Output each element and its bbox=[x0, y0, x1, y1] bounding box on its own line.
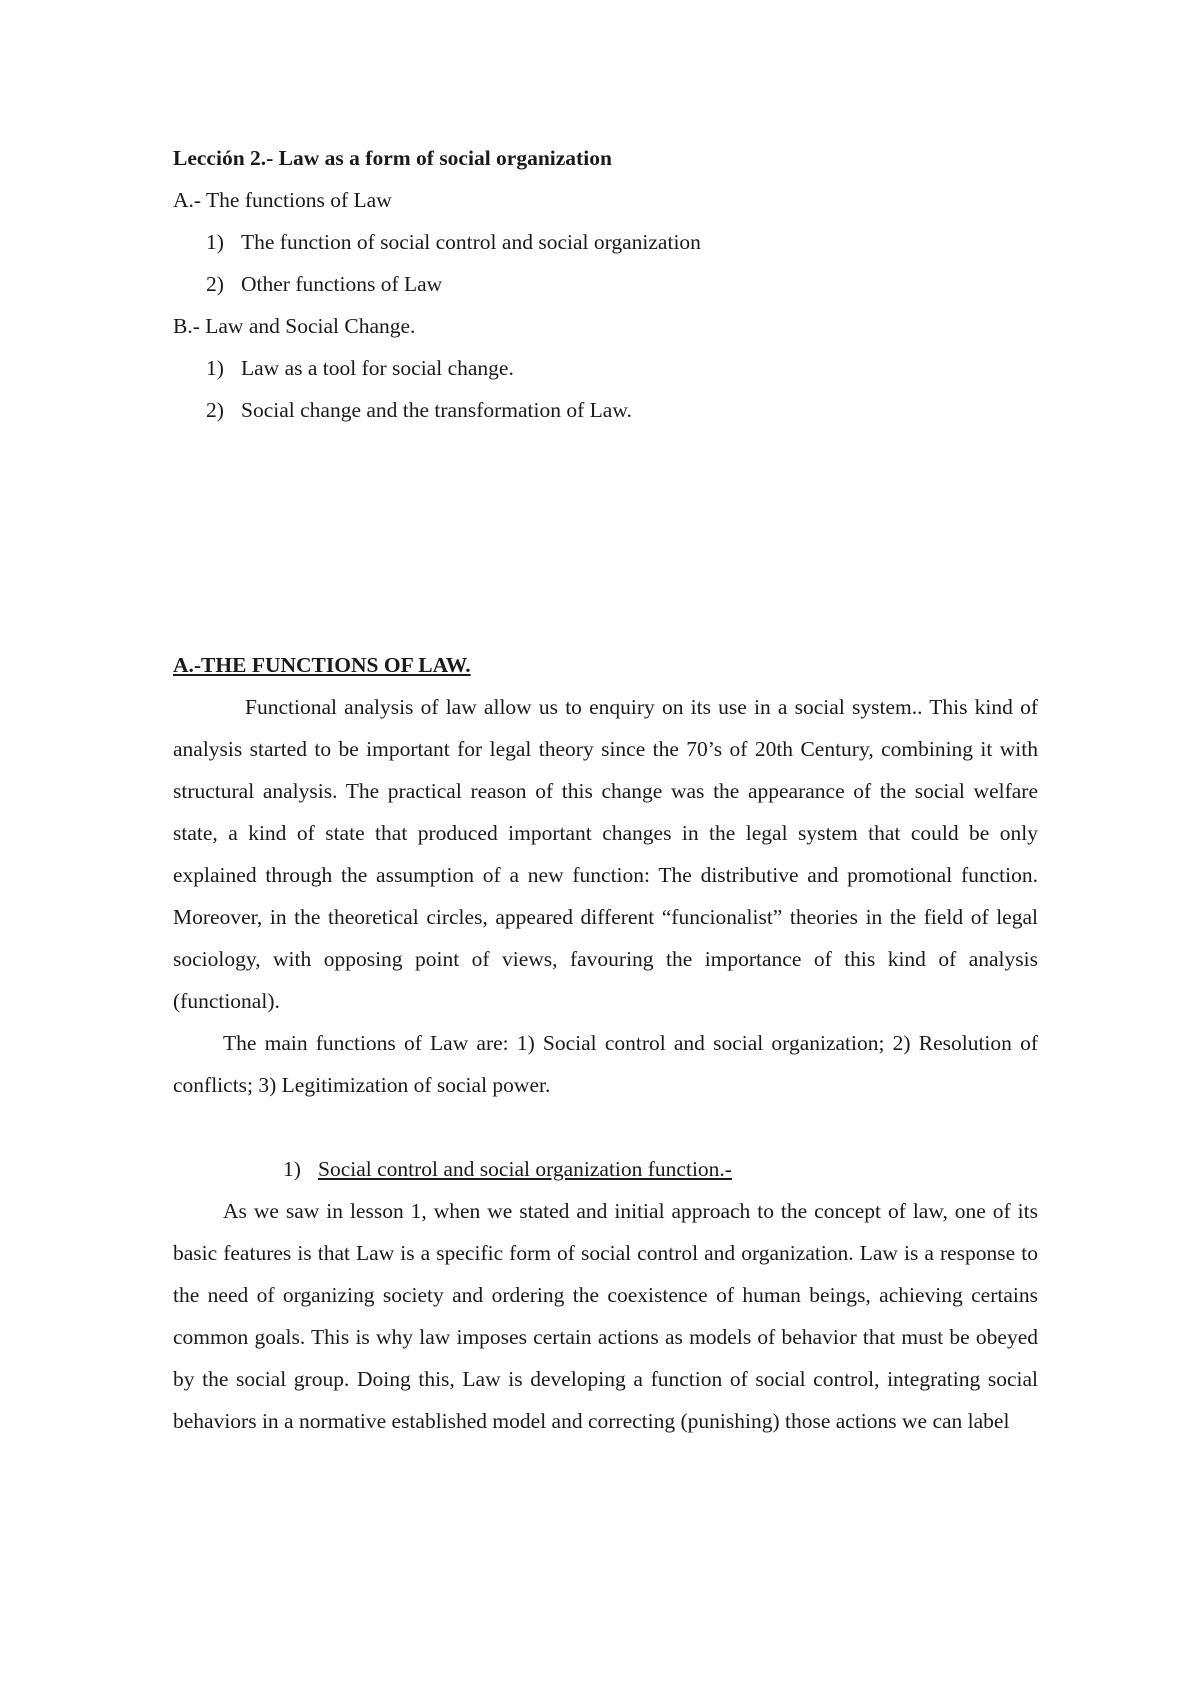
paragraph-social-control: As we saw in lesson 1, when we stated and initial approach to the concept of law, one of its basic features is that Law is a specific form of social control and organization. Law is a response to the need of organizing society and ordering the coexistence of human beings, achieving certains common goals. This is why law imposes certain actions as models of behavior that must be obeyed by the social group. Doing this, Law is developing a function of social control, integrating social behaviors in a normative established model and correcting (punishing) those actions we can label bbox=[173, 1199, 1038, 1433]
outline-item-number: 1) bbox=[206, 230, 224, 254]
outline-section-a: A.- The functions of Law bbox=[173, 188, 392, 212]
section-a bbox=[173, 644, 1038, 1442]
subsection-title: Social control and social organization function.- bbox=[318, 1157, 732, 1181]
outline-section-b: B.- Law and Social Change. bbox=[173, 314, 416, 338]
outline-item-text: Social change and the transformation of Law. bbox=[241, 398, 632, 422]
outline-item-number: 1) bbox=[206, 356, 224, 380]
paragraph-main-functions: The main functions of Law are: 1) Social control and social organization; 2) Resolution of conflicts; 3) Legitimization of social power. bbox=[173, 1031, 1038, 1097]
subsection-heading bbox=[173, 1148, 1038, 1190]
outline-item-a2 bbox=[173, 263, 1038, 305]
outline-item-text: Other functions of Law bbox=[241, 272, 443, 296]
lesson-outline bbox=[173, 137, 1038, 431]
paragraph-functional-analysis: Functional analysis of law allow us to enquiry on its use in a social system.. This kind of analysis started to be important for legal theory since the 70’s of 20th Century, combining it with structural analysis. The practical reason of this change was the appearance of the social welfare state, a kind of state that produced important changes in the legal system that could be only explained through the assumption of a new function: The distributive and promotional function. Moreover, in the theoretical circles, appeared different “funcionalist” theories in the field of legal sociology, with opposing point of views, favouring the importance of this kind of analysis (functional). bbox=[173, 695, 1038, 1013]
outline-item-b1 bbox=[173, 347, 1038, 389]
outline-item-b2 bbox=[173, 389, 1038, 431]
outline-item-number: 2) bbox=[206, 272, 224, 296]
outline-item-number: 2) bbox=[206, 398, 224, 422]
outline-item-a1 bbox=[173, 221, 1038, 263]
section-heading: A.-THE FUNCTIONS OF LAW. bbox=[173, 653, 471, 677]
subsection-number: 1) bbox=[283, 1157, 301, 1181]
lesson-title: Lección 2.- Law as a form of social organization bbox=[173, 146, 612, 170]
outline-item-text: The function of social control and social organization bbox=[241, 230, 701, 254]
outline-item-text: Law as a tool for social change. bbox=[241, 356, 514, 380]
